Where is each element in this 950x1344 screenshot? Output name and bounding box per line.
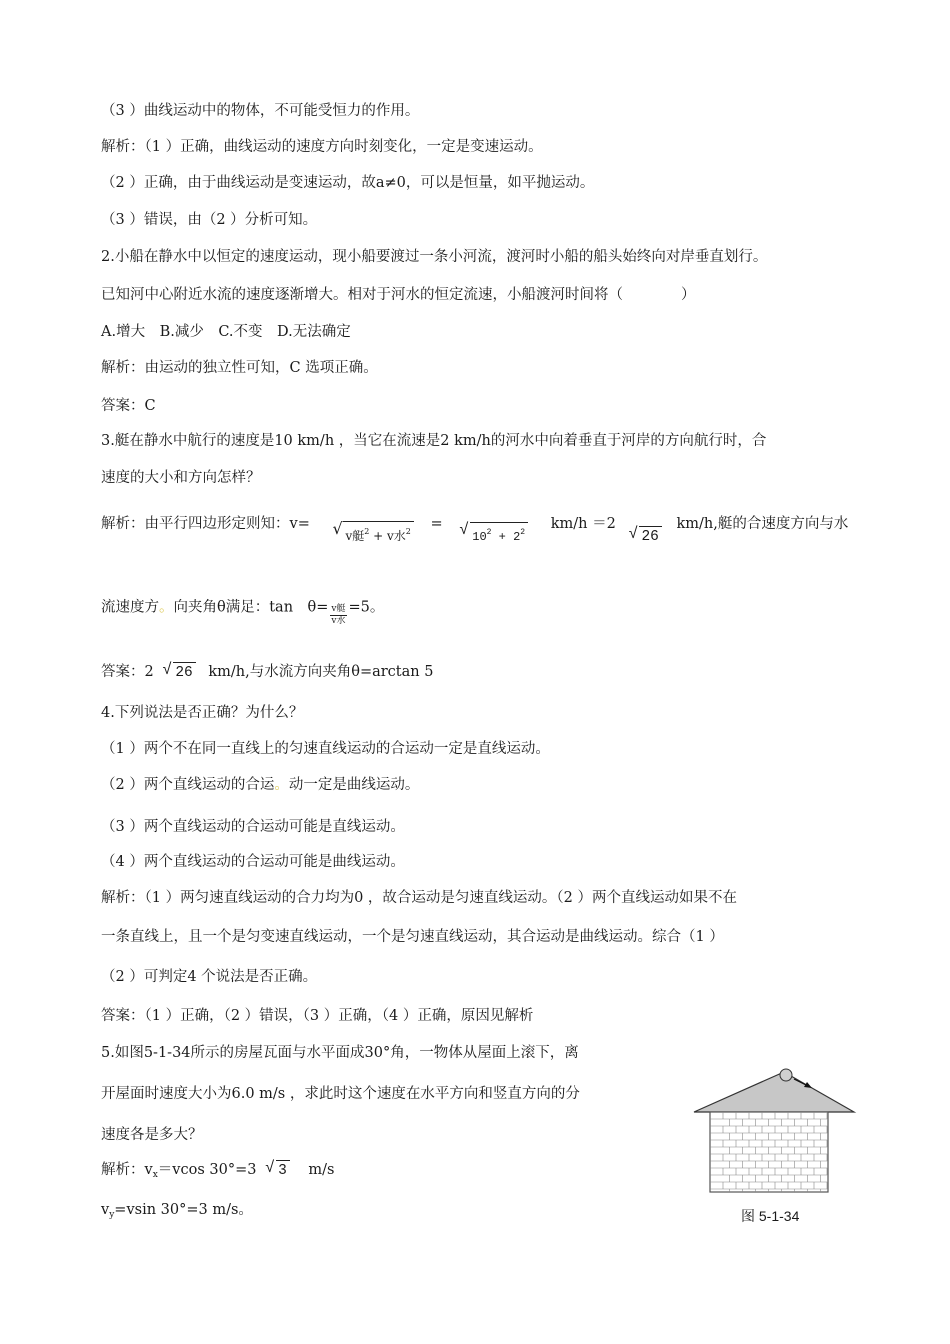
- q4-solution-3: （2 ）可判定4 个说法是否正确。: [101, 969, 318, 985]
- highlight-dot: 。: [274, 777, 289, 793]
- plus-2: +: [491, 530, 514, 544]
- tan-fraction: [330, 604, 346, 627]
- q2-options: A.增大 B.减少 C.不变 D.无法确定: [101, 324, 351, 340]
- fraction-numerator: v艇: [331, 604, 346, 614]
- q1-solution-2: （2 ）正确，由于曲线运动是变速运动，故a≠0，可以是恒量，如平抛运动。: [101, 175, 595, 191]
- equals-sign: =: [430, 516, 443, 532]
- plus-1: +: [369, 529, 388, 543]
- q5-solution-vy: $v_y=vsin$ 30°=3 m/s。: [101, 1202, 253, 1220]
- q4-solution-2: 一条直线上，且一个是匀变速直线运动，一个是匀速直线运动，其合运动是曲线运动。综合（1 ）: [101, 929, 724, 945]
- q2-stem-1: 2.小船在静水中以恒定的速度运动，现小船要渡过一条小河流，渡河时小船的船头始终向对岸垂直划行。: [101, 249, 768, 265]
- roof: [694, 1072, 854, 1112]
- formula-suffix: km/h,艇的合速度方向与水: [676, 516, 849, 532]
- wall: [710, 1112, 828, 1192]
- q3-answer: [101, 662, 433, 683]
- q4-statement-2: （2 ）两个直线运动的合运。动一定是曲线运动。: [101, 777, 420, 793]
- sqrt-3: √ 3: [265, 1160, 290, 1181]
- q1-statement-3: （3 ）曲线运动中的物体，不可能受恒力的作用。: [101, 103, 420, 119]
- q4-answer: 答案：（1 ）正确，（2 ）错误，（3 ）正确，（4 ）正确，原因见解析: [101, 1008, 534, 1024]
- formula-prefix: 解析：由平行四边形定则知：v=: [101, 516, 310, 532]
- sqrt-numeric: √ $10^2 + 2^2$: [459, 522, 528, 547]
- square-1: 2: [364, 527, 370, 536]
- q4-statement-1: （1 ）两个不在同一直线上的匀速直线运动的合运动一定是直线运动。: [101, 741, 550, 757]
- rolling-ball: [780, 1069, 792, 1081]
- v-ship-term: v艇: [345, 529, 365, 543]
- q3-solution-formula: [101, 509, 849, 545]
- angle-text-pre: 流速度方: [101, 599, 159, 616]
- q5-solution-vx: 解析：$v_x=vcos$ 30°=3 √ 3 m/s: [101, 1159, 335, 1180]
- q4-stem: 4.下列说法是否正确？为什么？: [101, 705, 304, 721]
- q4-statement-3: （3 ）两个直线运动的合运动可能是直线运动。: [101, 819, 405, 835]
- answer-pre: 答案：2: [101, 664, 154, 680]
- unit-kmh-2: km/h ＝2: [550, 516, 616, 532]
- answer-post: km/h,与水流方向夹角θ=arctan 5: [208, 664, 434, 680]
- q3-stem-2: 速度的大小和方向怎样？: [101, 470, 261, 486]
- sqrt-velocity-sum: √ v艇$^2$ + v水$^2$: [332, 521, 413, 546]
- q5-stem-2: 开屋面时速度大小为6.0 m/s ，求此时这个速度在水平方向和竖直方向的分: [101, 1086, 580, 1102]
- angle-text-post: =5。: [348, 599, 385, 616]
- q1-solution-3: （3 ）错误，由（2 ）分析可知。: [101, 212, 318, 228]
- q1-solution-1: 解析：（1 ）正确，曲线运动的速度方向时刻变化，一定是变速运动。: [101, 139, 543, 155]
- q2-answer: 答案：C: [101, 398, 156, 414]
- q4-statement-4: （4 ）两个直线运动的合运动可能是曲线运动。: [101, 854, 405, 870]
- two: 2: [513, 530, 521, 544]
- q4-solution-1: 解析：（1 ）两匀速直线运动的合力均为0 ，故合运动是匀速直线运动。（2 ）两个直线运动如果不在: [101, 890, 737, 906]
- house-figure: [688, 1062, 860, 1198]
- ten: 10: [472, 530, 487, 544]
- fraction-denominator: v水: [331, 616, 346, 626]
- highlight-dot: 。: [159, 599, 174, 616]
- q3-angle-line: [101, 596, 385, 626]
- q5-stem-3: 速度各是多大？: [101, 1127, 203, 1143]
- angle-text-mid: 向夹角θ满足：tan θ=: [173, 599, 329, 616]
- q2-stem-2: 已知河中心附近水流的速度逐渐增大。相对于河水的恒定流速，小船渡河时间将（ ）: [101, 287, 696, 303]
- sqrt-26: √ 26: [628, 526, 661, 547]
- q5-stem-1: 5.如图5-1-34所示的房屋瓦面与水平面成30°角，一物体从屋面上滚下，离: [101, 1045, 579, 1061]
- figure-caption: 图 5-1-34: [741, 1208, 800, 1224]
- arrow-head: [804, 1082, 812, 1088]
- v-water-term: v水: [387, 529, 406, 543]
- exp-1: 2: [486, 528, 492, 537]
- exp-2: 2: [520, 528, 526, 537]
- q3-stem-1: 3.艇在静水中航行的速度是10 km/h ，当它在流速是2 km/h的河水中向着垂直于河岸的方向航行时，合: [101, 433, 767, 449]
- answer-sqrt-26: √ 26: [162, 662, 195, 683]
- square-2: 2: [405, 527, 411, 536]
- q2-solution: 解析：由运动的独立性可知，C 选项正确。: [101, 360, 378, 376]
